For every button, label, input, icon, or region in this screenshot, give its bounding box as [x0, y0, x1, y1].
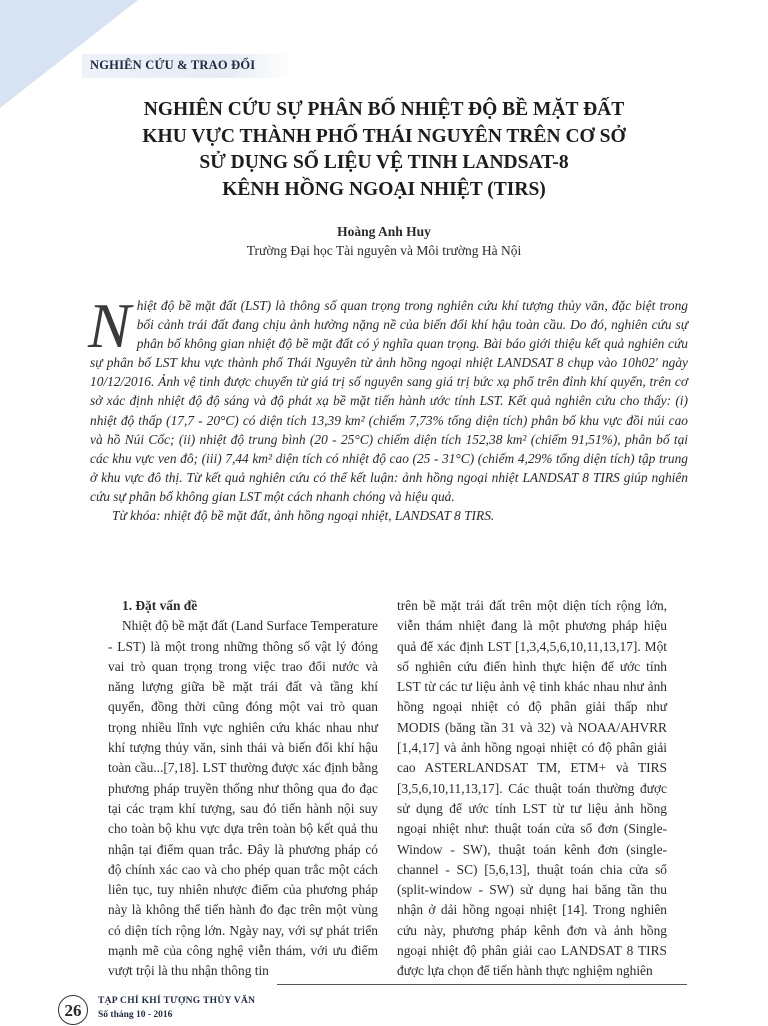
- section-label: NGHIÊN CỨU & TRAO ĐỔI: [90, 58, 256, 72]
- body-paragraph: trên bề mặt trái đất trên một diện tích rộng lớn, viễn thám nhiệt đang là một phương pháp hiệu quả để xác định LST [1,3,4,5,6,10,11,13,17]. Một số nghiên cứu điển hình thực hiện để ước tính LST từ các tư liệu ảnh vệ tinh khác nhau như ảnh hồng ngoại nhiệt có độ phân giải thấp như MODIS (băng tần 31 và 32) và NOAA/AHVRR [1,4,17] và ảnh hồng ngoại nhiệt có độ phân giải cao ASTERLANDSAT TM, ETM+ và TIRS [3,5,6,10,11,13,17]. Các thuật toán thường được sử dụng để ước tính LST từ tư liệu ảnh hồng ngoại nhiệt như: thuật toán cửa sổ đơn (Single-Window - SW), thuật toán kênh đơn (single-channel - SC) [5,6,13], thuật toán chia cửa sổ (split-window - SW) sử dụng hai băng tần thu nhận ở dải hồng ngoại nhiệt [14]. Trong nghiên cứu này, phương pháp kênh đơn và ảnh hồng ngoại nhiệt độ phân giải cao LANDSAT 8 TIRS được lựa chọn để tiến hành thực nghiệm nghiên: [397, 598, 667, 979]
- page-number: 26: [58, 995, 88, 1025]
- article-title: [70, 97, 698, 203]
- abstract: [88, 290, 688, 525]
- section-heading: 1. Đặt vấn đề: [122, 598, 198, 613]
- title-line: KHU VỰC THÀNH PHỐ THÁI NGUYÊN TRÊN CƠ SỞ: [142, 125, 626, 147]
- footer-rule: [277, 984, 687, 985]
- keywords: Từ khóa: nhiệt độ bề mặt đất, ảnh hồng ngoại nhiệt, LANDSAT 8 TIRS.: [112, 508, 495, 524]
- abstract-body: hiệt độ bề mặt đất (LST) là thông số quan trọng trong nghiên cứu khí tượng thủy văn, đặc biệt trong bối cảnh trái đất đang chịu ảnh hưởng nặng nề của biến đổi khí hậu toàn cầu. Do đó, nghiên cứu sự phân bố không gian nhiệt độ bề mặt đất có ý nghĩa quan trọng. Bài báo giới thiệu kết quả nghiên cứu sự phân bố LST khu vực thành phố Thái Nguyên từ ảnh hồng ngoại nhiệt LANDSAT 8 chụp vào 10h02' ngày 10/12/2016. Ảnh vệ tinh được chuyển từ giá trị số nguyên sang giá trị bức xạ phổ trên đỉnh khí quyển, trên cơ sở xác định nhiệt độ độ sáng và độ phát xạ bề mặt tiến hành ước tính LST. Kết quả nghiên cứu cho thấy: (i) nhiệt độ thấp (17,7 - 20°C) có diện tích 13,39 km² (chiếm 7,73% tổng diện tích) phân bố khu vực đồi núi cao và hồ Núi Cốc; (ii) nhiệt độ trung bình (20 - 25°C) chiếm diện tích 152,38 km² (chiếm 91,51%), phân bố tại các khu vực ven đô; (iii) 7,44 km² diện tích có nhiệt độ cao (25 - 31°C) (chiếm 4,29% tổng diện tích) tập trung ở khu vực đô thị. Từ kết quả nghiên cứu có thể kết luận: ảnh hồng ngoại nhiệt LANDSAT 8 TIRS giúp nghiên cứu sự phân bố không gian LST một cách nhanh chóng và hiệu quả.: [90, 298, 688, 504]
- section-banner: [82, 54, 292, 78]
- title-line: SỬ DỤNG SỐ LIỆU VỆ TINH LANDSAT-8: [199, 152, 569, 173]
- author-name: Hoàng Anh Huy: [337, 224, 431, 239]
- journal-name: TẠP CHÍ KHÍ TƯỢNG THỦY VĂN: [98, 996, 256, 1006]
- title-line: KÊNH HỒNG NGOẠI NHIỆT (TIRS): [222, 178, 546, 200]
- body-column-right: [397, 596, 667, 982]
- body-paragraph: Nhiệt độ bề mặt đất (Land Surface Temperature - LST) là một trong những thông số vật lý đóng vai trò quan trọng trong việc trao đổi nước và năng lượng giữa bề mặt trái đất và tầng khí quyển, đồng thời cũng đóng một vai trò quan trọng nhiều lĩnh vực nghiên cứu khác nhau như khí tượng thủy văn, sinh thái và biến đổi khí hậu toàn cầu...[7,18]. LST thường được xác định bằng phương pháp truyền thống như thông qua đo đạc tại các trạm khí tượng, sau đó tiến hành nội suy cho toàn bộ khu vực dựa trên toàn bộ kết quả thu nhận tại điểm quan trắc. Đây là phương pháp có độ chính xác cao và cho phép quan trắc một cách liên tục, tuy nhiên nhược điểm của phương pháp này là không thể tiến hành đo đạc trên một vùng có diện tích rộng lớn. Ngày nay, với sự phát triển mạnh mẽ của công nghệ viễn thám, với ưu điểm vượt trội là thu nhận thông tin: [108, 618, 378, 979]
- journal-issue: Số tháng 10 - 2016: [98, 1010, 173, 1020]
- drop-cap: N: [88, 290, 131, 361]
- author-affiliation: Trường Đại học Tài nguyên và Môi trường Hà Nội: [246, 243, 522, 258]
- body-column-left: [108, 596, 378, 982]
- title-line: NGHIÊN CỨU SỰ PHÂN BỐ NHIỆT ĐỘ BỀ MẶT ĐẤT: [143, 99, 625, 120]
